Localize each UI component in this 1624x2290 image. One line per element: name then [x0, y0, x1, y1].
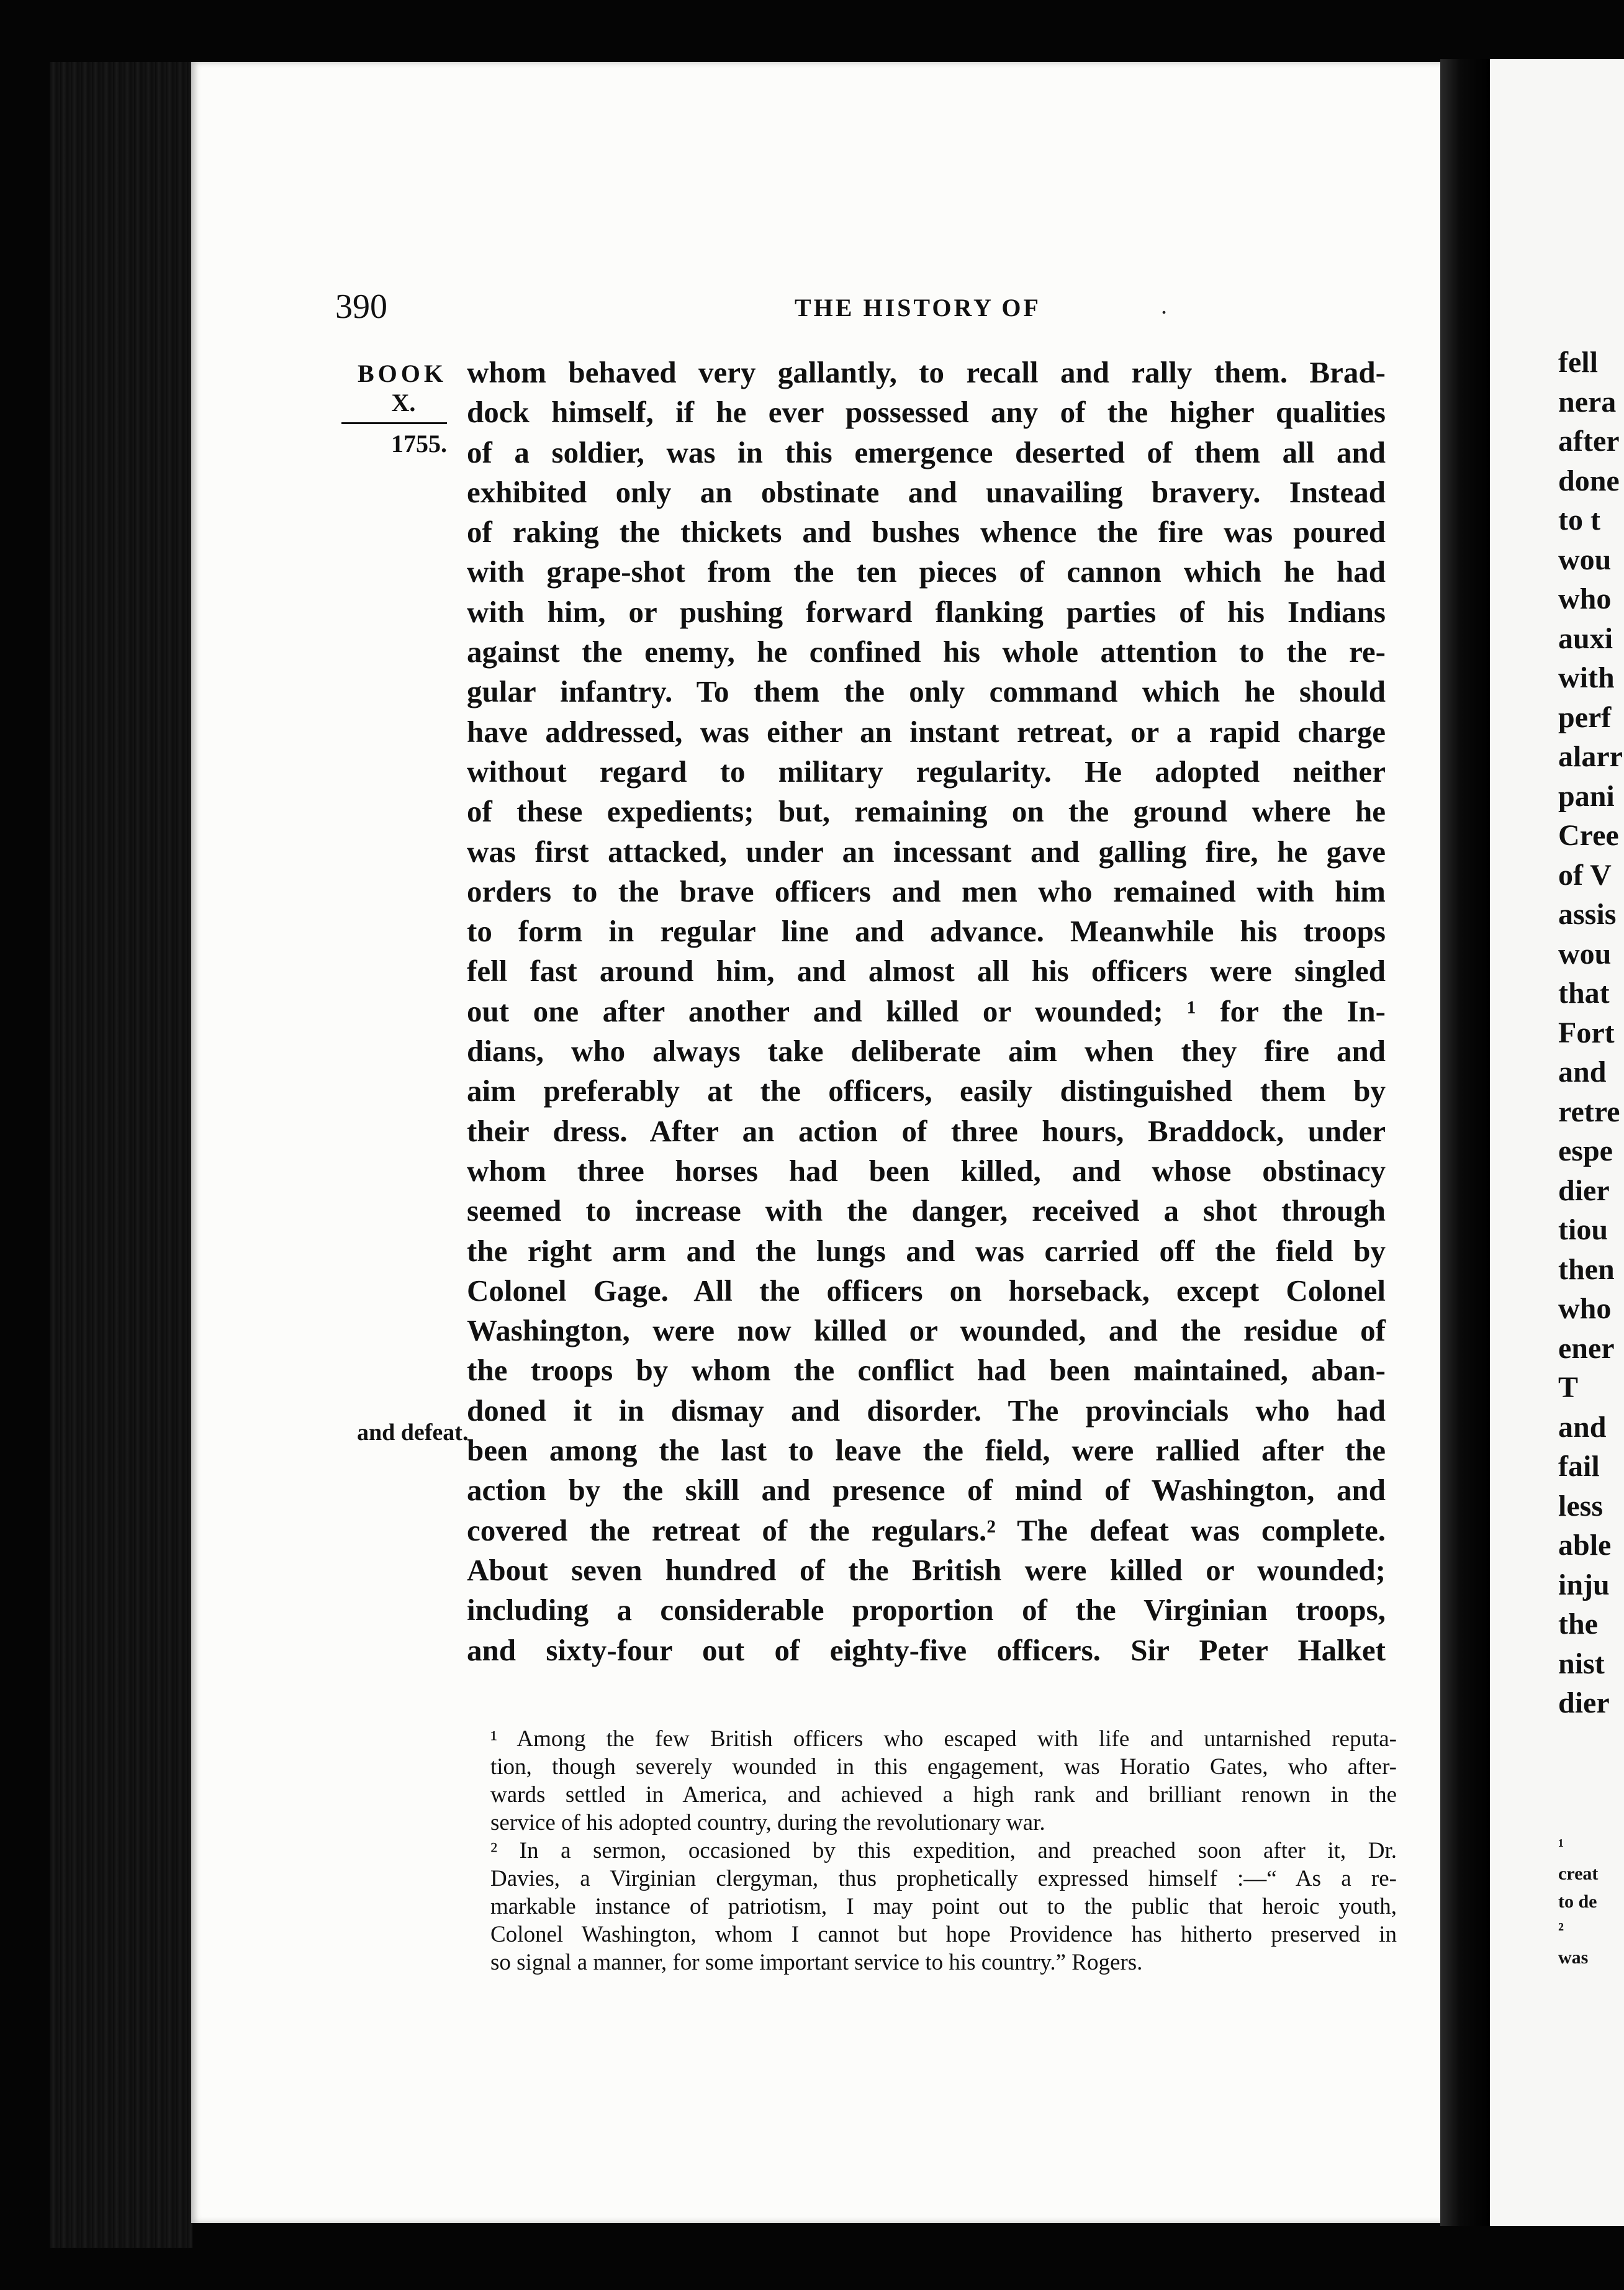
footnote-line: ¹ Among the few British officers who escaped with life and untarnished reputa-	[490, 1726, 1397, 1752]
body-line: seemed to increase with the danger, received a shot through	[467, 1193, 1386, 1228]
facing-line: after	[1558, 425, 1620, 458]
margin-year: 1755.	[391, 430, 447, 458]
facing-line: wou	[1558, 543, 1612, 576]
body-line: whom three horses had been killed, and whose obstinacy	[467, 1153, 1386, 1188]
page-number: 390	[335, 287, 387, 326]
running-head: THE HISTORY OF	[795, 294, 1041, 322]
facing-line: auxi	[1558, 622, 1613, 655]
header-dot: .	[1161, 291, 1167, 319]
facing-line: Fort	[1558, 1016, 1615, 1049]
body-line: dians, who always take deliberate aim when they fire and	[467, 1034, 1386, 1069]
facing-page-text	[1558, 343, 1623, 1723]
body-line: including a considerable proportion of the Virginian troops,	[467, 1593, 1386, 1627]
facing-line: dier	[1558, 1174, 1610, 1207]
body-line: of a soldier, was in this emergence deserted of them all and	[467, 435, 1386, 469]
book-label: BOOK	[357, 360, 447, 387]
facing-line: nera	[1558, 385, 1617, 419]
facing-line: pani	[1558, 779, 1615, 813]
body-line: without regard to military regularity. He adopted neither	[467, 754, 1386, 789]
footnote-line: Colonel Washington, whom I cannot but hope Providence has hitherto preserved in	[490, 1922, 1397, 1947]
body-line: Washington, were now killed or wounded, and the residue of	[467, 1313, 1386, 1348]
book-binding	[50, 62, 192, 2248]
facing-line: and	[1558, 1056, 1607, 1088]
body-text	[467, 353, 1386, 1670]
body-line: been among the last to leave the field, were rallied after the	[467, 1433, 1386, 1468]
footnote-line: markable instance of patriotism, I may point out to the public that heroic youth,	[490, 1894, 1397, 1919]
margin-rule	[341, 422, 447, 424]
body-line: with him, or pushing forward flanking parties of his Indians	[467, 594, 1386, 629]
body-line: against the enemy, he confined his whole attention to the re-	[467, 635, 1386, 669]
body-line: to form in regular line and advance. Meanwhile his troops	[467, 914, 1386, 949]
facing-line: less	[1558, 1489, 1603, 1523]
page-header	[335, 287, 1391, 324]
facing-line: alarr	[1558, 740, 1623, 773]
facing-line: Cree	[1558, 819, 1619, 852]
facing-line: T	[1558, 1371, 1579, 1404]
body-line: and sixty-four out of eighty-five officers. Sir Peter Halket	[467, 1632, 1386, 1667]
body-line: fell fast around him, and almost all his officers were singled	[467, 954, 1386, 989]
body-line: out one after another and killed or wounded; ¹ for the In-	[467, 993, 1386, 1028]
facing-line: perf	[1558, 700, 1612, 734]
facing-page-footnotes	[1558, 1832, 1598, 1971]
body-line: dock himself, if he ever possessed any of the higher qualities	[467, 395, 1386, 430]
margin-sidenote: and defeat.	[357, 1419, 469, 1446]
facing-foot-line: creat	[1558, 1863, 1599, 1884]
body-line: doned it in dismay and disorder. The provincials who had	[467, 1393, 1386, 1428]
body-line: gular infantry. To them the only command which he should	[467, 674, 1386, 709]
facing-line: fail	[1558, 1450, 1600, 1483]
body-line: was first attacked, under an incessant and galling fire, he gave	[467, 834, 1386, 869]
facing-line: who	[1558, 1292, 1612, 1325]
facing-line: ener	[1558, 1331, 1615, 1365]
body-line: About seven hundred of the British were killed or wounded;	[467, 1552, 1386, 1587]
facing-line: then	[1558, 1252, 1615, 1286]
body-line: of these expedients; but, remaining on the ground where he	[467, 794, 1386, 829]
facing-line: tiou	[1558, 1213, 1608, 1246]
body-line: the right arm and the lungs and was carried off the field by	[467, 1233, 1386, 1268]
facing-line: of V	[1558, 858, 1612, 892]
facing-line: nist	[1558, 1647, 1605, 1680]
footnote-line: wards settled in America, and achieved a high rank and brilliant renown in the	[490, 1782, 1397, 1808]
body-line: whom behaved very gallantly, to recall and rally them. Brad-	[467, 355, 1386, 389]
facing-line: and	[1558, 1410, 1607, 1444]
body-line: action by the skill and presence of mind of Washington, and	[467, 1473, 1386, 1508]
facing-line: the	[1558, 1608, 1598, 1641]
footnote-line: tion, though severely wounded in this engagement, was Horatio Gates, who after-	[490, 1754, 1397, 1780]
margin-column	[323, 359, 447, 458]
facing-line: that	[1558, 977, 1610, 1010]
body-line: have addressed, was either an instant retreat, or a rapid charge	[467, 714, 1386, 749]
facing-line: assis	[1558, 898, 1617, 931]
book-number: X.	[391, 389, 416, 417]
body-line: aim preferably at the officers, easily distinguished them by	[467, 1074, 1386, 1108]
facing-line: espe	[1558, 1134, 1613, 1167]
gutter	[1440, 59, 1490, 2226]
body-line: orders to the brave officers and men who remained with him	[467, 874, 1386, 908]
facing-foot-line: ¹	[1558, 1835, 1564, 1856]
footnote-line: service of his adopted country, during the revolutionary war.	[490, 1810, 1045, 1835]
facing-line: dier	[1558, 1686, 1610, 1719]
footnotes	[490, 1725, 1397, 1976]
facing-line: wou	[1558, 937, 1612, 971]
facing-line: able	[1558, 1529, 1612, 1562]
body-line: with grape-shot from the ten pieces of cannon which he had	[467, 554, 1386, 589]
facing-line: inju	[1558, 1568, 1610, 1601]
facing-line: with	[1558, 661, 1615, 694]
facing-foot-line: was	[1558, 1947, 1589, 1968]
facing-line: who	[1558, 582, 1612, 615]
facing-line: to t	[1558, 504, 1600, 536]
facing-line: fell	[1558, 346, 1598, 379]
body-line: the troops by whom the conflict had been maintained, aban-	[467, 1353, 1386, 1388]
footnote-line: so signal a manner, for some important service to his country.” Rogers.	[490, 1950, 1143, 1975]
facing-foot-line: ²	[1558, 1919, 1564, 1940]
body-line: exhibited only an obstinate and unavailing bravery. Instead	[467, 474, 1386, 509]
facing-line: done	[1558, 464, 1620, 497]
body-line: Colonel Gage. All the officers on horseback, except Colonel	[467, 1273, 1386, 1308]
footnote-line: ² In a sermon, occasioned by this expedition, and preached soon after it, Dr.	[490, 1838, 1397, 1863]
facing-line: retre	[1558, 1095, 1620, 1128]
body-line: of raking the thickets and bushes whence the fire was poured	[467, 515, 1386, 550]
footnote-line: Davies, a Virginian clergyman, thus prophetically expressed himself :—“ As a re-	[490, 1866, 1397, 1891]
facing-foot-line: to de	[1558, 1891, 1597, 1912]
body-line: covered the retreat of the regulars.² The defeat was complete.	[467, 1513, 1386, 1547]
body-line: their dress. After an action of three hours, Braddock, under	[467, 1113, 1386, 1148]
